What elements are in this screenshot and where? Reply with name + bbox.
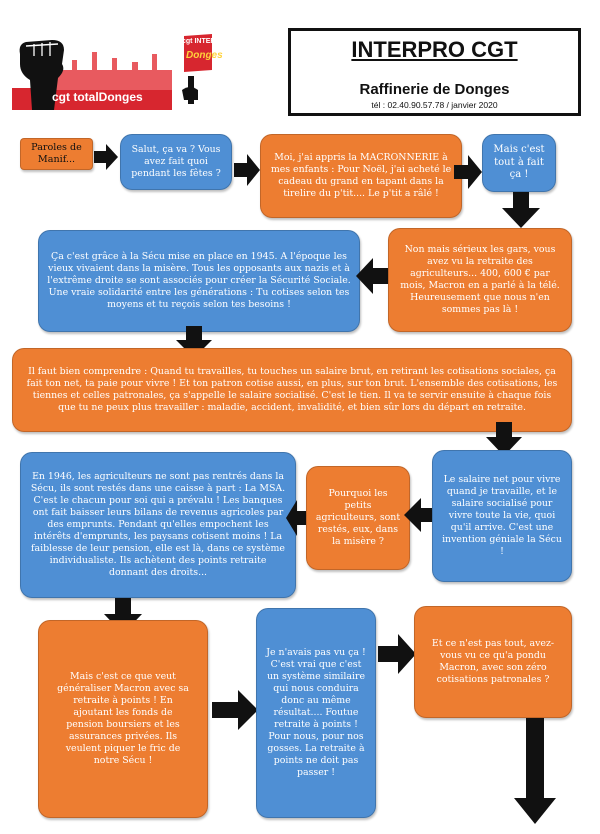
bubble-text: Mais c'est tout à fait ça !	[493, 143, 545, 181]
arrow-down-icon	[502, 192, 540, 228]
bubble-msa-1946	[20, 452, 296, 598]
cgt-logos	[12, 30, 233, 120]
logo-left-text: cgt totalDonges	[52, 90, 143, 104]
arrow-right-icon	[212, 690, 258, 730]
bubble-zero-cotisations	[414, 606, 572, 718]
arrow-right-icon	[94, 144, 118, 170]
bubble-text: Non mais sérieux les gars, vous avez vu la retraite des agriculteurs... 400, 600 € par mois, Macron en a parlé à la télé. Heureusement que nous n'en sommes pas là !	[400, 243, 560, 316]
bubble-text: Ça c'est grâce à la Sécu mise en place en 1945. A l'époque les vieux vivaient dans la misère. Tous les opposants aux nazis et à l'extrême droite se sont associés pour créer la Sécurité Sociale. Une vraie solidarité entre les générations : Tu cotises selon tes moyens et tu reçois selon tes besoins !	[47, 250, 351, 311]
bubble-text: En 1946, les agriculteurs ne sont pas rentrés dans la Sécu, ils sont restés dans une caisse à part : La MSA. C'est le chacun pour soi qui a prévalu ! Les banques ont fait baisser leurs bilans de revenus agricoles par des emprunts. Pendant qu'elles empochent les intérêts d'emprunts, les paysans cotisent moins ! La faiblesse de leur pension, elle est là, dans ce système individualiste. Ils achètent des points retraite donnant des droits...	[30, 470, 286, 579]
logo-right-line1: cgt INTER PRO	[182, 38, 233, 45]
bubble-text: Paroles de Manif...	[31, 141, 82, 165]
bubble-secu-1945	[38, 230, 360, 332]
arrow-right-icon	[454, 155, 482, 189]
bubble-text: Moi, j'ai appris la MACRONNERIE à mes enfants : Pour Noël, j'ai acheté le cadeau du grand en tapant dans la tirelire du p'tit.... Le p'tit a râlé !	[270, 151, 452, 200]
bubble-text: Je n'avais pas vu ça ! C'est vrai que c'est un système similaire qui nous conduira donc au même résultat.... Foutue retraite à points ! Pour nous, pour nos gosses. La retraite à points ne doit pas passer !	[266, 646, 366, 779]
arrow-down-icon	[514, 718, 556, 824]
bubble-salut	[120, 134, 232, 190]
bubble-salaire-brut	[12, 348, 572, 432]
bubble-retraite-points	[256, 608, 376, 818]
title-box	[288, 28, 581, 116]
bubble-text: Mais c'est ce que veut généraliser Macron avec sa retraite à points ! En ajoutant les fonds de pension boursiers et les assurances privées. Ils veulent piquer le fric de notre Sécu !	[57, 670, 189, 767]
arrow-left-icon	[286, 500, 308, 536]
page-subtitle: Raffinerie de Donges	[359, 81, 510, 98]
arrow-right-icon	[234, 154, 260, 186]
bubble-text: Pourquoi les petits agriculteurs, sont restés, eux, dans la misère ?	[315, 487, 401, 548]
bubble-tout-a-fait	[482, 134, 556, 192]
bubble-macronnerie	[260, 134, 462, 218]
logo-right-line2: Donges	[186, 50, 223, 61]
bubble-salaire-socialise	[432, 450, 572, 582]
arrow-right-icon	[378, 634, 416, 674]
bubble-text: Il faut bien comprendre : Quand tu travailles, tu touches un salaire brut, en retirant les cotisations sociales, ça fait ton net, ta paie pour vivre ! Et ton patron cotise aussi, en plus, sur ton brut. L'ensemble des cotisations, les tiennes et celles patronales, ça s'appelle le salaire socialisé. C'est le tien. Il va te servir ensuite à chaque fois que tu ne peux plus travailler : maladie, accident, invalidité, et bien sûr lors du départ en retraite.	[26, 365, 558, 414]
bubble-retraite-agriculteurs	[388, 228, 572, 332]
bubble-text: Salut, ça va ? Vous avez fait quoi pendant les fêtes ?	[131, 143, 221, 180]
bubble-text: Le salaire net pour vivre quand je travaille, et le salaire socialisé pour vivre toute la vie, quoi qu'il arrive. C'est une invention géniale la Sécu !	[442, 473, 562, 558]
bubble-generaliser-macron	[38, 620, 208, 818]
bubble-pourquoi-agriculteurs	[306, 466, 410, 570]
bubble-text: Et ce n'est pas tout, avez-vous vu ce qu'a pondu Macron, avec son zéro cotisations patronales ?	[431, 637, 555, 686]
arrow-left-icon	[356, 258, 390, 294]
contact-line: tél : 02.40.90.57.78 / janvier 2020	[371, 100, 498, 110]
bubble-intro	[20, 138, 93, 170]
page-title: INTERPRO CGT	[351, 37, 518, 62]
